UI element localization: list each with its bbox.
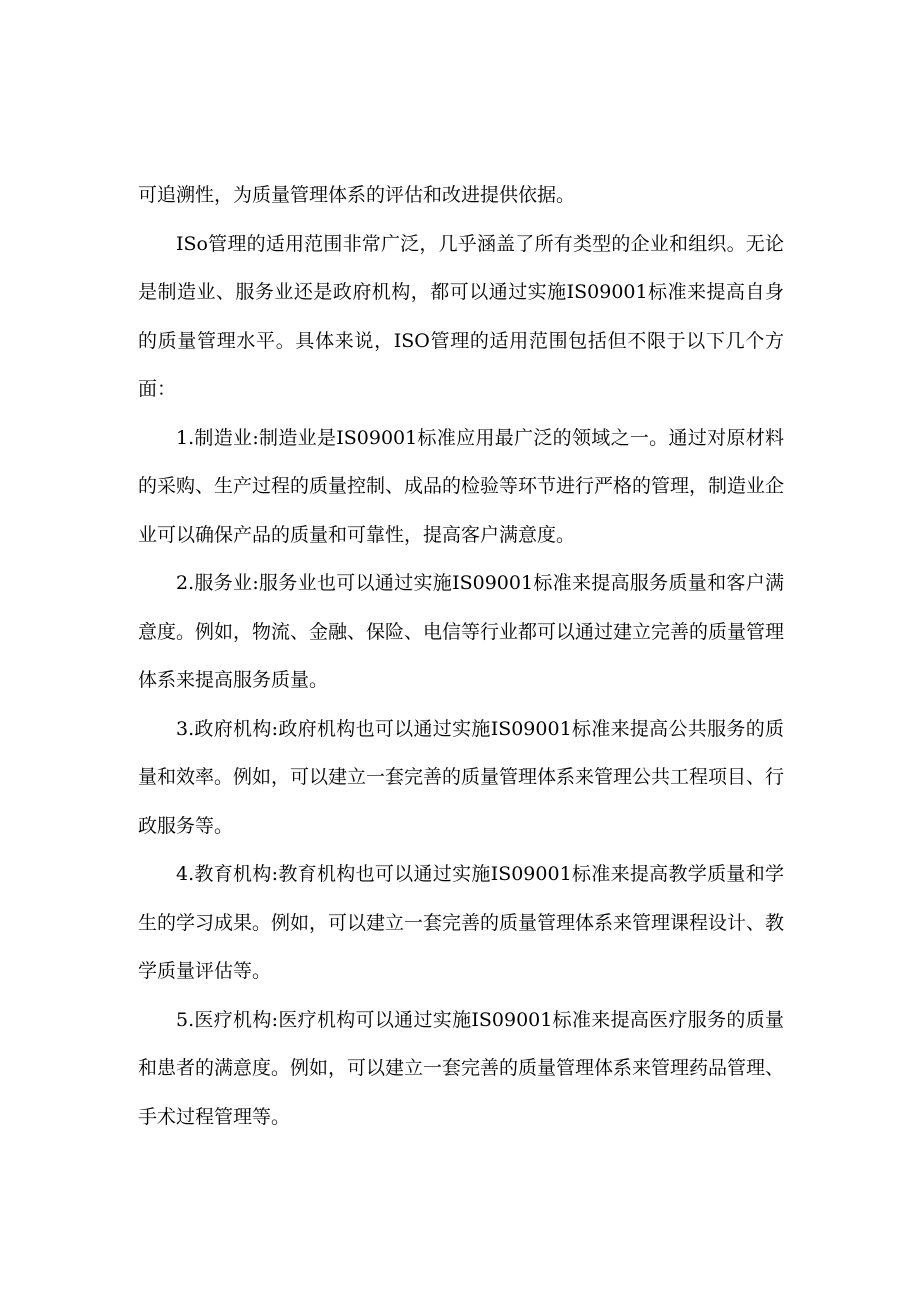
paragraph-healthcare: 5.医疗机构:医疗机构可以通过实施IS09001标准来提高医疗服务的质量和患者的满意度。例如，可以建立一套完善的质量管理体系来管理药品管理、手术过程管理等。 (138, 1008, 785, 1128)
document-body (138, 171, 784, 1141)
paragraph-education: 4.教育机构:教育机构也可以通过实施IS09001标准来提高教学质量和学生的学习成果。例如，可以建立一套完善的质量管理体系来管理课程设计、教学质量评估等。 (138, 863, 785, 982)
paragraph-government: 3.政府机构:政府机构也可以通过实施IS09001标准来提高公共服务的质量和效率。例如，可以建立一套完善的质量管理体系来管理公共工程项目、行政服务等。 (138, 717, 785, 837)
paragraph-scope-intro: ISo管理的适用范围非常广泛，几乎涵盖了所有类型的企业和组织。无论是制造业、服务业还是政府机构，都可以通过实施IS09001标准来提高自身的质量管理水平。具体来说，ISO管理的适用范围包括但不限于以下几个方面： (138, 232, 784, 400)
paragraph-continuation: 可追溯性，为质量管理体系的评估和改进提供依据。 (138, 184, 576, 206)
paragraph-manufacturing: 1.制造业:制造业是IS09001标准应用最广泛的领域之一。通过对原材料的采购、生产过程的质量控制、成品的检验等环节进行严格的管理，制造业企业可以确保产品的质量和可靠性，提高客户满意度。 (138, 426, 785, 546)
paragraph-services: 2.服务业:服务业也可以通过实施IS09001标准来提高服务质量和客户满意度。例如，物流、金融、保险、电信等行业都可以通过建立完善的质量管理体系来提高服务质量。 (138, 572, 785, 691)
